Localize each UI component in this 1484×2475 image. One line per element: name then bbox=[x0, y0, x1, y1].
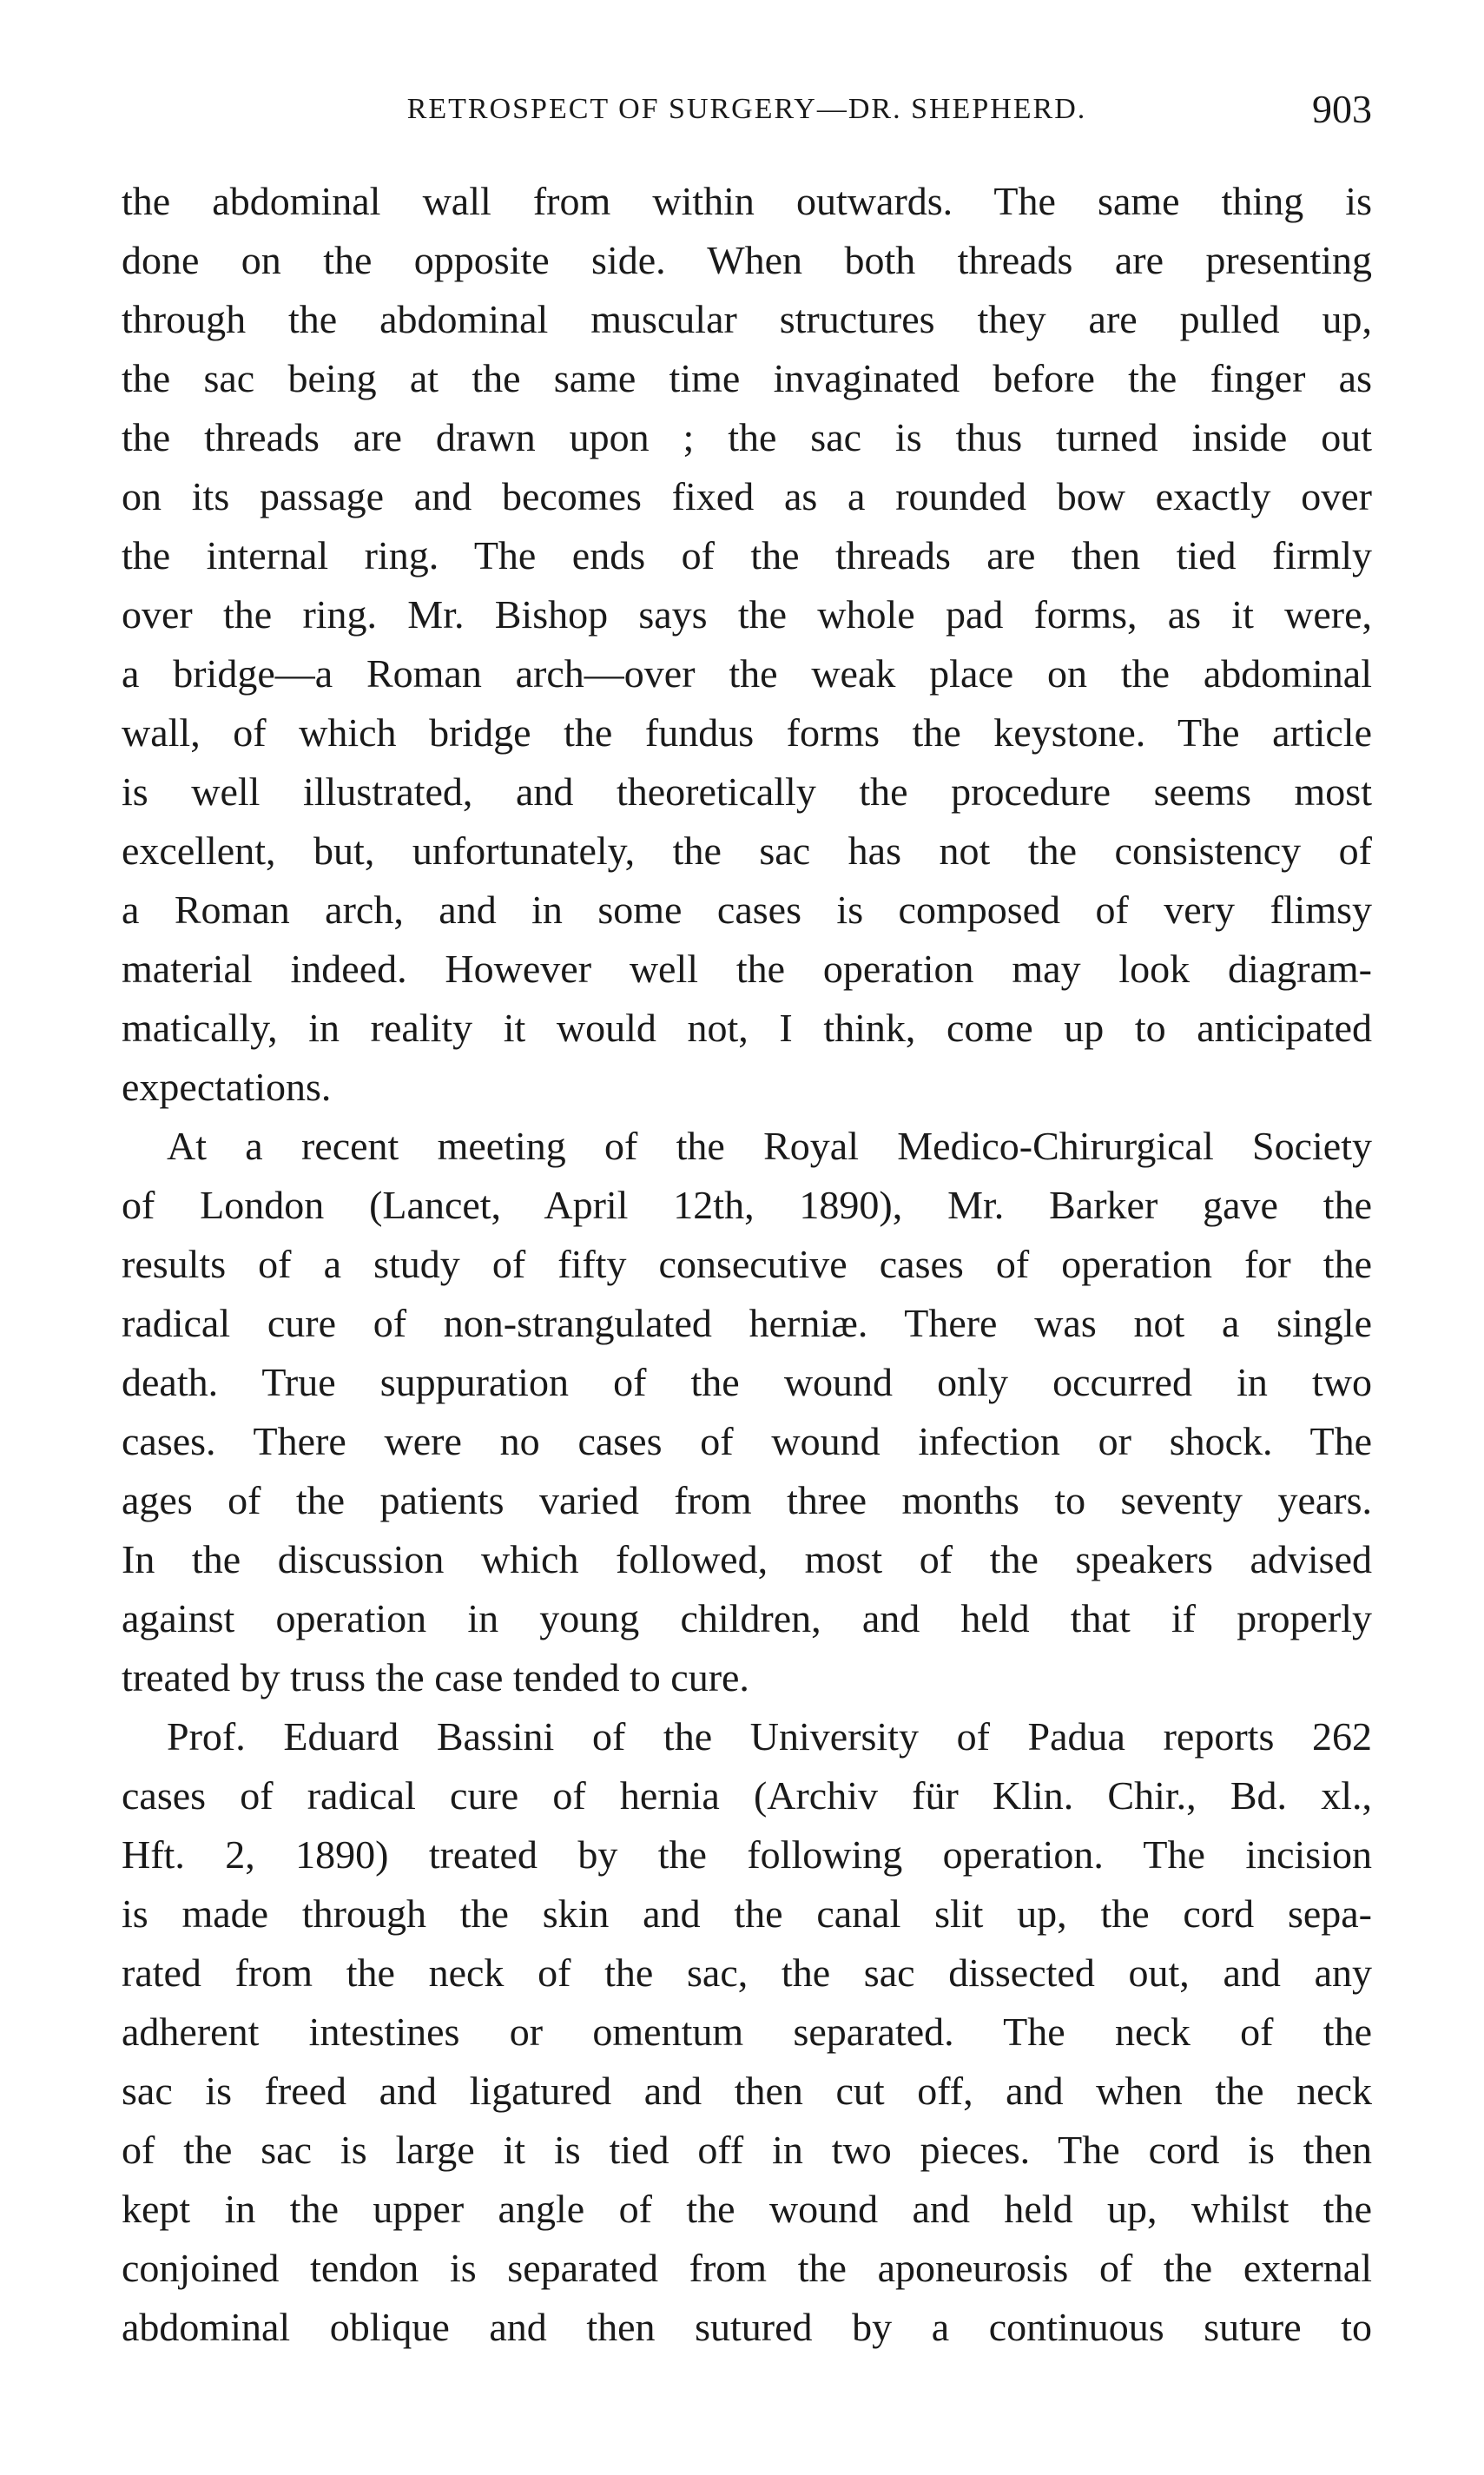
text-line: a Roman arch, and in some cases is composed of very flimsy bbox=[122, 888, 1372, 932]
text-line: against operation in young children, and held that if properly bbox=[122, 1596, 1372, 1640]
running-head: RETROSPECT OF SURGERY—DR. SHEPHERD. bbox=[406, 93, 1087, 125]
text-line: wall, of which bridge the fundus forms the keystone. The article bbox=[122, 710, 1372, 755]
text-line: expectations. bbox=[122, 1065, 332, 1109]
text-line: done on the opposite side. When both threads are presenting bbox=[122, 238, 1372, 282]
text-line: of the sac is large it is tied off in two pieces. The cord is then bbox=[122, 2128, 1372, 2172]
text-line: matically, in reality it would not, I think, come up to anticipated bbox=[122, 1006, 1372, 1050]
text-line: excellent, but, unfortunately, the sac has not the consistency of bbox=[122, 828, 1372, 873]
text-line: death. True suppuration of the wound only occurred in two bbox=[122, 1360, 1372, 1404]
text-line: ages of the patients varied from three months to seventy years. bbox=[122, 1478, 1372, 1522]
text-line: of London (Lancet, April 12th, 1890), Mr. Barker gave the bbox=[122, 1183, 1372, 1227]
text-line: sac is freed and ligatured and then cut off, and when the neck bbox=[122, 2069, 1372, 2113]
text-line: the abdominal wall from within outwards. The same thing is bbox=[122, 179, 1372, 223]
text-line: In the discussion which followed, most of the speakers advised bbox=[122, 1537, 1372, 1581]
text-line: the internal ring. The ends of the threads are then tied firmly bbox=[122, 533, 1372, 578]
page-number: 903 bbox=[1312, 87, 1372, 131]
paragraph-2 bbox=[122, 1117, 1372, 1707]
paragraph-3 bbox=[122, 1707, 1372, 2357]
text-line: the threads are drawn upon ; the sac is thus turned inside out bbox=[122, 415, 1372, 459]
text-line: the sac being at the same time invaginated before the finger as bbox=[122, 356, 1372, 400]
text-line: radical cure of non-strangulated herniæ. There was not a single bbox=[122, 1301, 1372, 1345]
text-line: over the ring. Mr. Bishop says the whole pad forms, as it were, bbox=[122, 592, 1372, 637]
text-line: is made through the skin and the canal slit up, the cord sepa- bbox=[122, 1891, 1372, 1936]
text-line: through the abdominal muscular structures they are pulled up, bbox=[122, 297, 1372, 341]
text-line: results of a study of fifty consecutive cases of operation for the bbox=[122, 1242, 1372, 1286]
text-line: Hft. 2, 1890) treated by the following operation. The incision bbox=[122, 1832, 1372, 1877]
text-line: conjoined tendon is separated from the aponeurosis of the external bbox=[122, 2246, 1372, 2290]
text-line: At a recent meeting of the Royal Medico-Chirurgical Society bbox=[167, 1124, 1372, 1168]
text-line: cases. There were no cases of wound infection or shock. The bbox=[122, 1419, 1372, 1463]
text-line: abdominal oblique and then sutured by a continuous suture to bbox=[122, 2305, 1372, 2349]
text-line: a bridge—a Roman arch—over the weak place on the abdominal bbox=[122, 651, 1372, 696]
page-header bbox=[122, 83, 1372, 135]
text-line: adherent intestines or omentum separated. The neck of the bbox=[122, 2010, 1372, 2054]
paragraph-1 bbox=[122, 172, 1372, 1117]
text-line: is well illustrated, and theoretically the procedure seems most bbox=[122, 769, 1372, 814]
text-line: rated from the neck of the sac, the sac dissected out, and any bbox=[122, 1950, 1372, 1995]
text-line: kept in the upper angle of the wound and held up, whilst the bbox=[122, 2187, 1372, 2231]
text-line: Prof. Eduard Bassini of the University of Padua reports 262 bbox=[167, 1714, 1372, 1759]
body-text bbox=[122, 172, 1372, 2357]
text-line: treated by truss the case tended to cure. bbox=[122, 1655, 749, 1700]
text-line: cases of radical cure of hernia (Archiv für Klin. Chir., Bd. xl., bbox=[122, 1773, 1372, 1818]
text-line: on its passage and becomes fixed as a rounded bow exactly over bbox=[122, 474, 1372, 518]
text-line: material indeed. However well the operation may look diagram- bbox=[122, 947, 1372, 991]
